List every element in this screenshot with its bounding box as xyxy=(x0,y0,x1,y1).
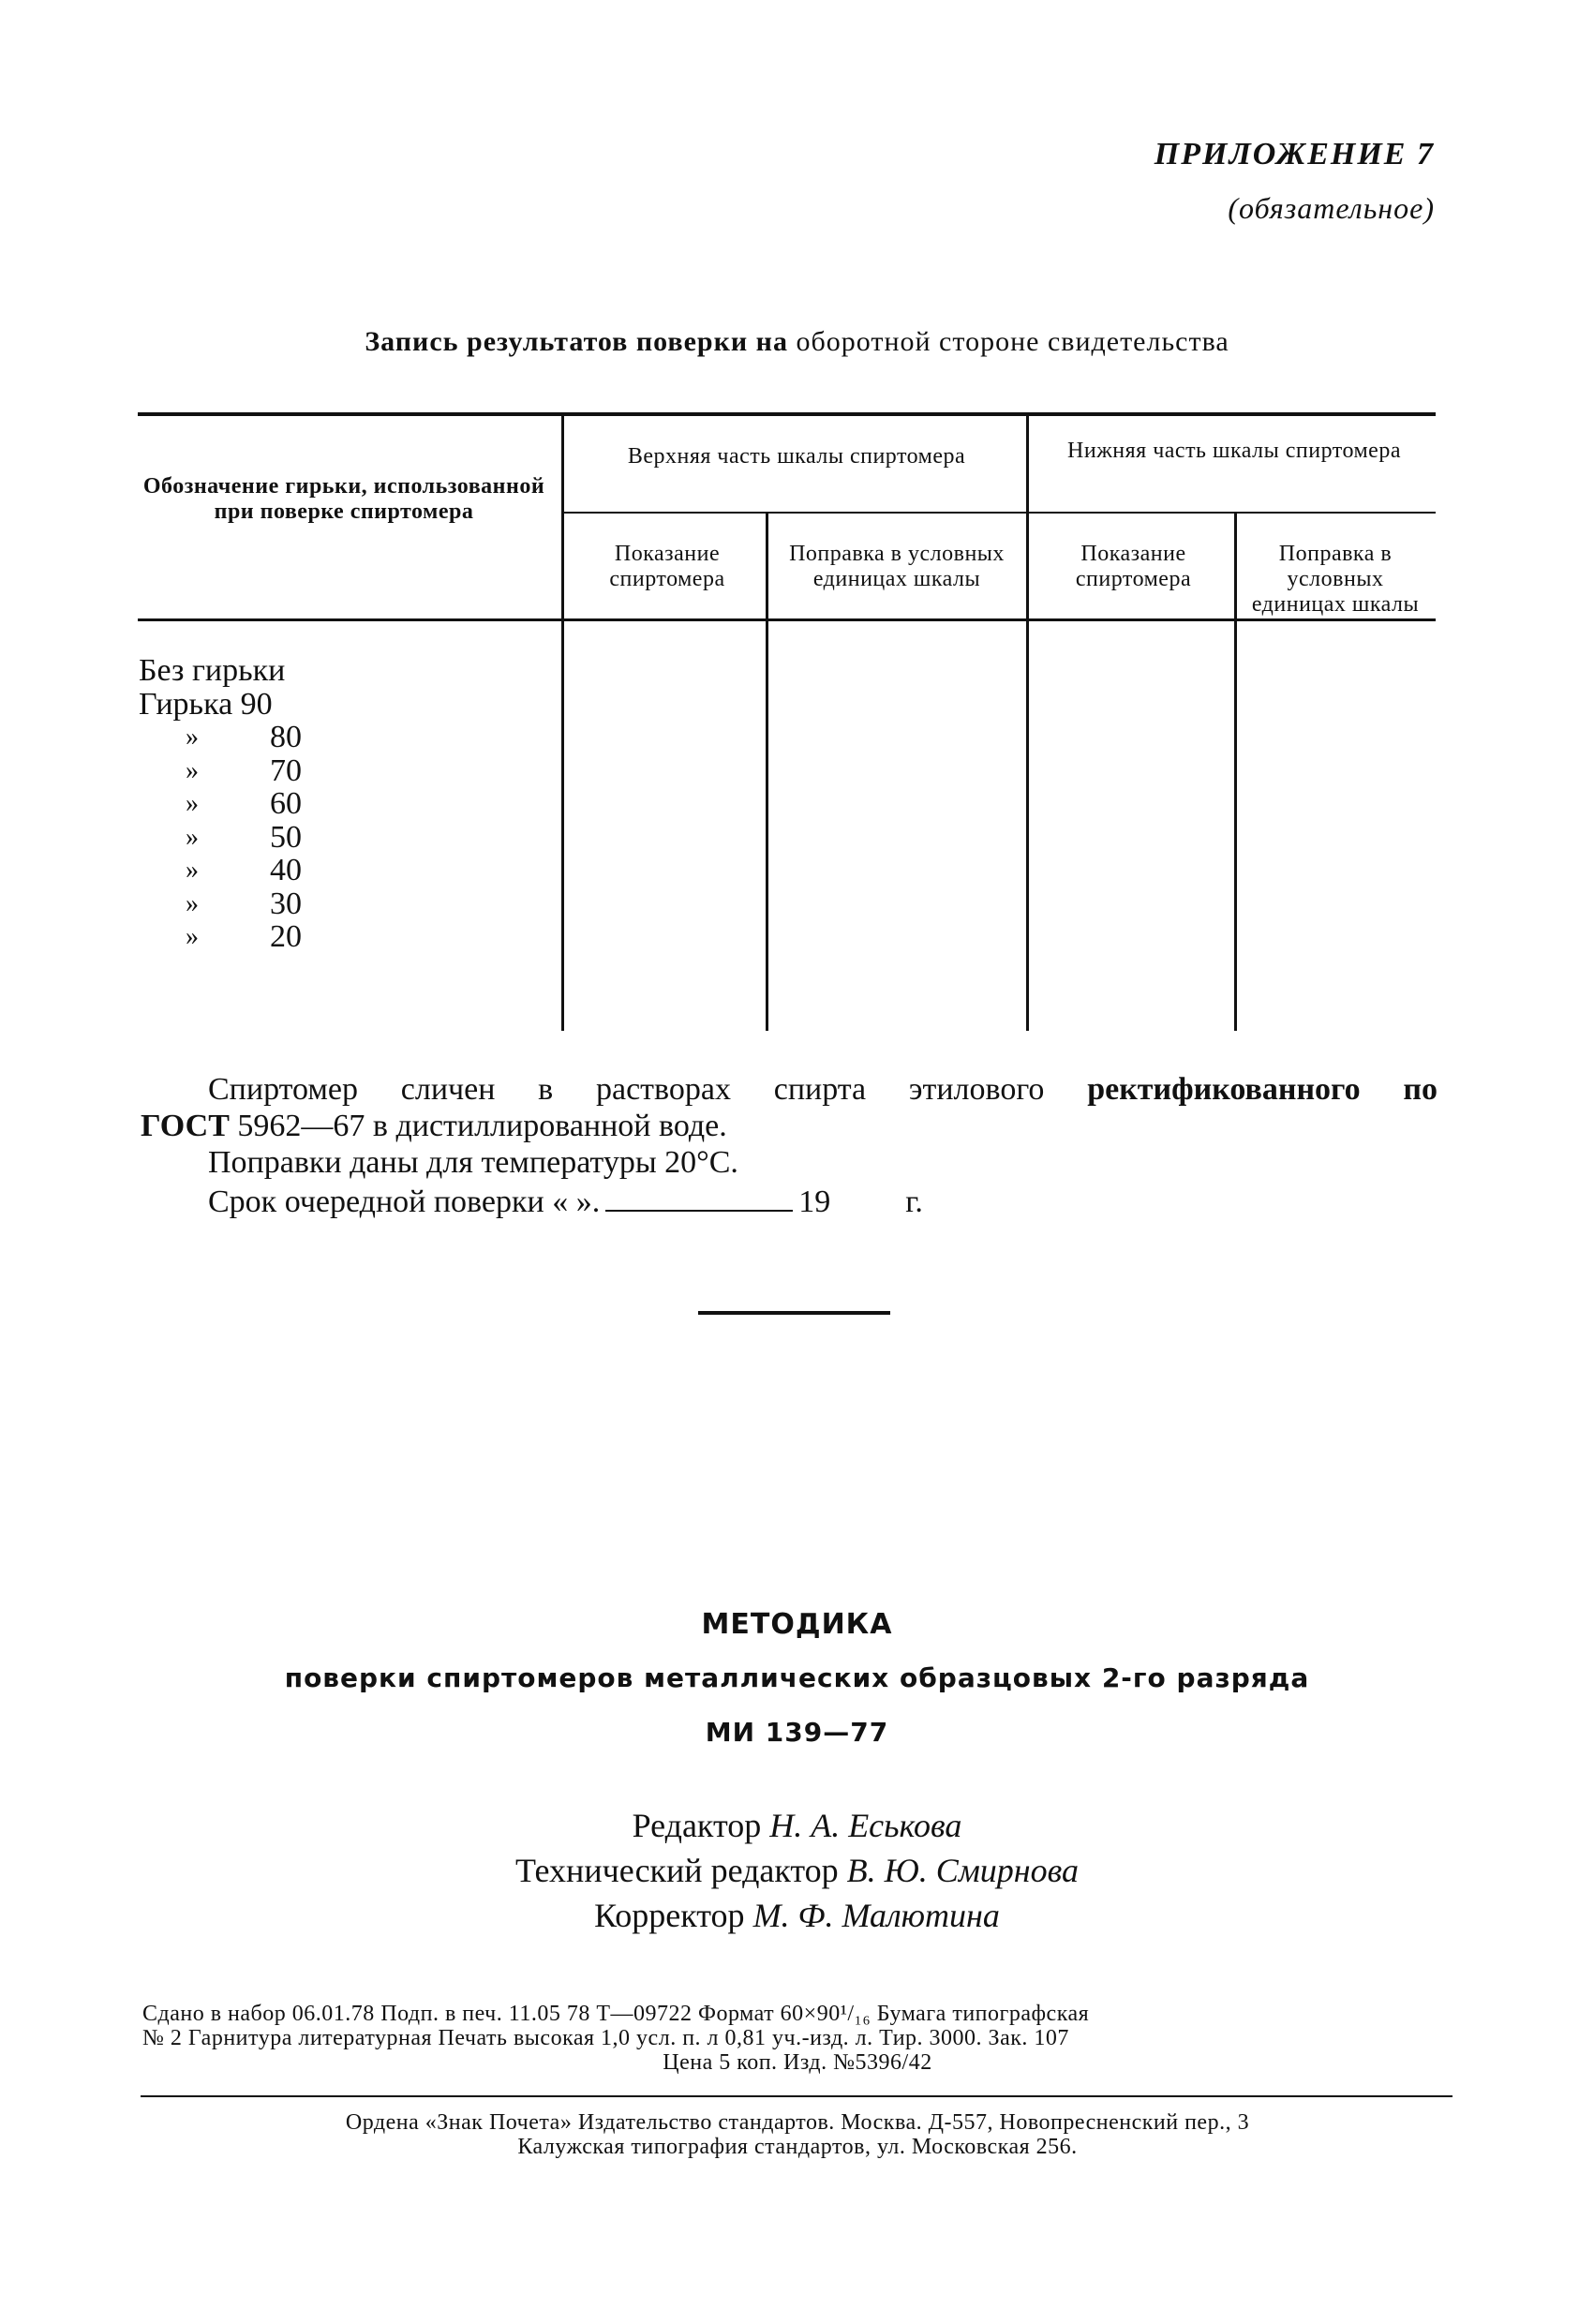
appendix-subtitle: (обязательное) xyxy=(1228,191,1435,225)
weight-value: 20 xyxy=(270,919,302,954)
tech-editor-name: В. Ю. Смирнова xyxy=(846,1852,1080,1889)
verification-table xyxy=(138,412,1436,1031)
table-row xyxy=(139,786,302,821)
corrector-name: М. Ф. Малютина xyxy=(752,1897,1000,1934)
method-subtitle: поверки спиртомеров металлических образцовых 2-го разряда xyxy=(284,1662,1310,1693)
header-upper-group: Верхняя часть шкалы спиртомера xyxy=(627,444,966,469)
note-line-1 xyxy=(208,1072,1438,1108)
note-line-2 xyxy=(141,1109,727,1144)
weight-value: 30 xyxy=(270,886,302,921)
imprint-line-2: № 2 Гарнитура литературная Печать высокая 1,0 усл. п. л 0,81 уч.-изд. л. Тир. 3000. Зак. 107 xyxy=(142,2026,1069,2050)
table-row xyxy=(139,654,285,688)
imprint-line-3: Цена 5 коп. Изд. №5396/42 xyxy=(663,2050,932,2075)
header-weight: Обозначение гирьки, использованной при поверке спиртомера xyxy=(142,474,545,524)
record-title-rest: оборотной стороне свидетельства xyxy=(787,326,1229,357)
weight-value: 90 xyxy=(240,686,273,722)
publisher-line-1: Ордена «Знак Почета» Издательство стандартов. Москва. Д-557, Новопресненский пер., 3 xyxy=(345,2110,1250,2135)
ditto-mark: » xyxy=(186,789,199,818)
ditto-mark: » xyxy=(186,755,199,785)
col-line-1 xyxy=(561,416,564,1031)
record-title-bold: Запись результатов поверки на xyxy=(365,326,788,357)
header-lower-group: Нижняя часть шкалы спиртомера xyxy=(1067,439,1401,463)
note-line-1-bold: ректификованного по xyxy=(1087,1072,1438,1107)
weight-value: 50 xyxy=(270,819,302,855)
publisher-line-2: Калужская типография стандартов, ул. Московская 256. xyxy=(517,2135,1078,2159)
header-upper-reading: Показание спиртомера xyxy=(609,542,725,591)
col-line-2 xyxy=(766,514,768,1031)
table-row xyxy=(139,919,302,954)
ditto-mark: » xyxy=(186,888,199,918)
method-code: МИ 139—77 xyxy=(705,1717,889,1748)
weight-value: 60 xyxy=(270,786,302,821)
appendix-title: ПРИЛОЖЕНИЕ 7 xyxy=(1154,137,1435,171)
header-lower-reading: Показание спиртомера xyxy=(1075,542,1192,591)
next-check-label: Срок очередной поверки « ». xyxy=(208,1184,601,1219)
date-blank-line xyxy=(605,1182,793,1212)
table-row xyxy=(139,853,302,887)
credits xyxy=(0,1803,1594,1938)
ditto-mark: » xyxy=(186,822,199,852)
weight-value: 40 xyxy=(270,853,302,887)
table-header-rule xyxy=(138,618,1436,621)
note-line-4 xyxy=(208,1182,923,1220)
weight-label: Без гирьки xyxy=(139,653,286,688)
editor-label: Редактор xyxy=(632,1807,762,1844)
table-row xyxy=(139,819,302,855)
table-row xyxy=(139,886,302,921)
table-top-rule xyxy=(138,412,1436,416)
weight-list xyxy=(139,653,302,954)
note-line-1-text: Спиртомер сличен в растворах спирта этилового xyxy=(208,1072,1045,1107)
weight-label: Гирька xyxy=(139,686,233,722)
table-row xyxy=(139,720,302,754)
header-lower-correction: Поправка в условных единицах шкалы xyxy=(1251,542,1420,617)
editor-name: Н. А. Еськова xyxy=(769,1807,962,1844)
weight-value: 70 xyxy=(270,752,302,788)
tech-editor-label: Технический редактор xyxy=(514,1852,839,1889)
header-upper-correction: Поправка в условных единицах шкалы xyxy=(789,542,1005,591)
weight-value: 80 xyxy=(270,720,302,754)
imprint-rule xyxy=(141,2095,1452,2097)
corrector-label: Корректор xyxy=(594,1897,745,1934)
note-line-2-bold: ГОСТ xyxy=(141,1109,230,1143)
note-line-3: Поправки даны для температуры 20°C. xyxy=(208,1145,738,1180)
section-separator xyxy=(698,1311,890,1315)
group-sub-rule xyxy=(562,512,1436,514)
ditto-mark: » xyxy=(186,922,199,951)
ditto-mark: » xyxy=(186,856,199,885)
tech-editor-line xyxy=(0,1848,1594,1893)
year-prefix: 19 xyxy=(798,1184,831,1219)
editor-line xyxy=(0,1803,1594,1848)
year-suffix: г. xyxy=(905,1184,923,1219)
col-line-3 xyxy=(1026,416,1029,1031)
table-row xyxy=(139,688,285,722)
col-line-4 xyxy=(1234,514,1237,1031)
record-title xyxy=(0,326,1594,358)
table-row xyxy=(139,752,302,788)
note-line-2-text: 5962—67 в дистиллированной воде. xyxy=(237,1109,727,1143)
ditto-mark: » xyxy=(186,723,199,752)
corrector-line xyxy=(0,1893,1594,1938)
method-title: МЕТОДИКА xyxy=(701,1608,893,1641)
imprint-line-1: Сдано в набор 06.01.78 Подп. в печ. 11.05 78 Т—09722 Формат 60×90¹/₁₆ Бумага типографская xyxy=(142,2002,1090,2026)
